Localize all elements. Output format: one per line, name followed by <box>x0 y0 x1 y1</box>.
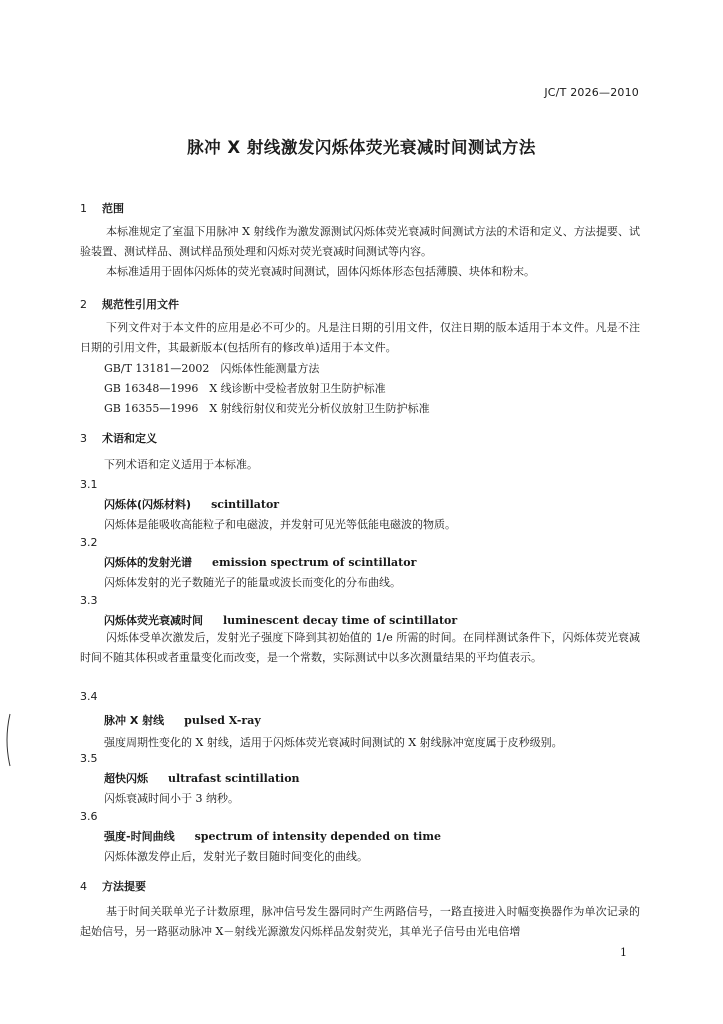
term-heading: 强度-时间曲线 spectrum of intensity depended on time <box>104 830 441 843</box>
term-definition: 闪烁体受单次激发后，发射光子强度下降到其初始值的 1/e 所需的时间。在同样测试条件下，闪烁体荧光衰减时间不随其体积或者重量变化而改变，是一个常数，实际测试中以多次测量结果的平均值表示。 <box>80 631 640 664</box>
term-definition: 强度周期性变化的 X 射线，适用于闪烁体荧光衰减时间测试的 X 射线脉冲宽度属于皮秒级别。 <box>104 736 563 749</box>
term-definition: 闪烁衰减时间小于 3 纳秒。 <box>104 792 239 805</box>
section-1-paragraph-2: 本标准适用于固体闪烁体的荧光衰减时间测试，固体闪烁体形态包括薄膜、块体和粉末。 <box>106 265 535 278</box>
term-number: 3.6 <box>80 810 98 823</box>
term-number: 3.5 <box>80 752 98 765</box>
reference-item: GB 16355—1996 X 射线衍射仪和荧光分析仪放射卫生防护标准 <box>104 402 430 415</box>
term-definition: 闪烁体发射的光子数随光子的能量或波长而变化的分布曲线。 <box>104 576 401 589</box>
term-heading: 闪烁体的发射光谱 emission spectrum of scintillator <box>104 556 417 569</box>
standard-code: JC/T 2026—2010 <box>544 86 639 99</box>
document-title: 脉冲 X 射线激发闪烁体荧光衰减时间测试方法 <box>187 138 536 157</box>
margin-bracket-mark <box>2 712 12 768</box>
section-4-heading: 4 方法提要 <box>80 880 146 893</box>
term-heading: 闪烁体荧光衰减时间 luminescent decay time of scintillator <box>104 614 458 627</box>
section-1-paragraph-1: 本标准规定了室温下用脉冲 X 射线作为激发源测试闪烁体荧光衰减时间测试方法的术语和定义、方法提要、试验装置、测试样品、测试样品预处理和闪烁对荧光衰减时间测试等内容。 <box>80 225 640 258</box>
reference-item: GB 16348—1996 X 线诊断中受检者放射卫生防护标准 <box>104 382 386 395</box>
section-1-heading: 1 范围 <box>80 202 124 215</box>
section-2-paragraph-1: 下列文件对于本文件的应用是必不可少的。凡是注日期的引用文件，仅注日期的版本适用于本文件。凡是不注日期的引用文件，其最新版本(包括所有的修改单)适用于本文件。 <box>80 321 640 354</box>
term-number: 3.3 <box>80 594 98 607</box>
term-number: 3.2 <box>80 536 98 549</box>
term-number: 3.1 <box>80 478 98 491</box>
section-2-heading: 2 规范性引用文件 <box>80 298 179 311</box>
page-number: 1 <box>620 946 627 959</box>
term-definition: 闪烁体激发停止后，发射光子数目随时间变化的曲线。 <box>104 850 368 863</box>
term-heading: 闪烁体(闪烁材料) scintillator <box>104 498 280 511</box>
section-3-intro: 下列术语和定义适用于本标准。 <box>104 458 258 471</box>
section-4-paragraph-1: 基于时间关联单光子计数原理，脉冲信号发生器同时产生两路信号，一路直接进入时幅变换器作为单次记录的起始信号，另一路驱动脉冲 X－射线光源激发闪烁样品发射荧光，其单光子信号由光电倍增 <box>80 905 640 938</box>
reference-item: GB/T 13181—2002 闪烁体性能测量方法 <box>104 362 320 375</box>
term-number: 3.4 <box>80 690 98 703</box>
term-heading: 脉冲 X 射线 pulsed X-ray <box>104 714 261 727</box>
term-heading: 超快闪烁 ultrafast scintillation <box>104 772 300 785</box>
section-3-heading: 3 术语和定义 <box>80 432 157 445</box>
term-definition: 闪烁体是能吸收高能粒子和电磁波，并发射可见光等低能电磁波的物质。 <box>104 518 456 531</box>
